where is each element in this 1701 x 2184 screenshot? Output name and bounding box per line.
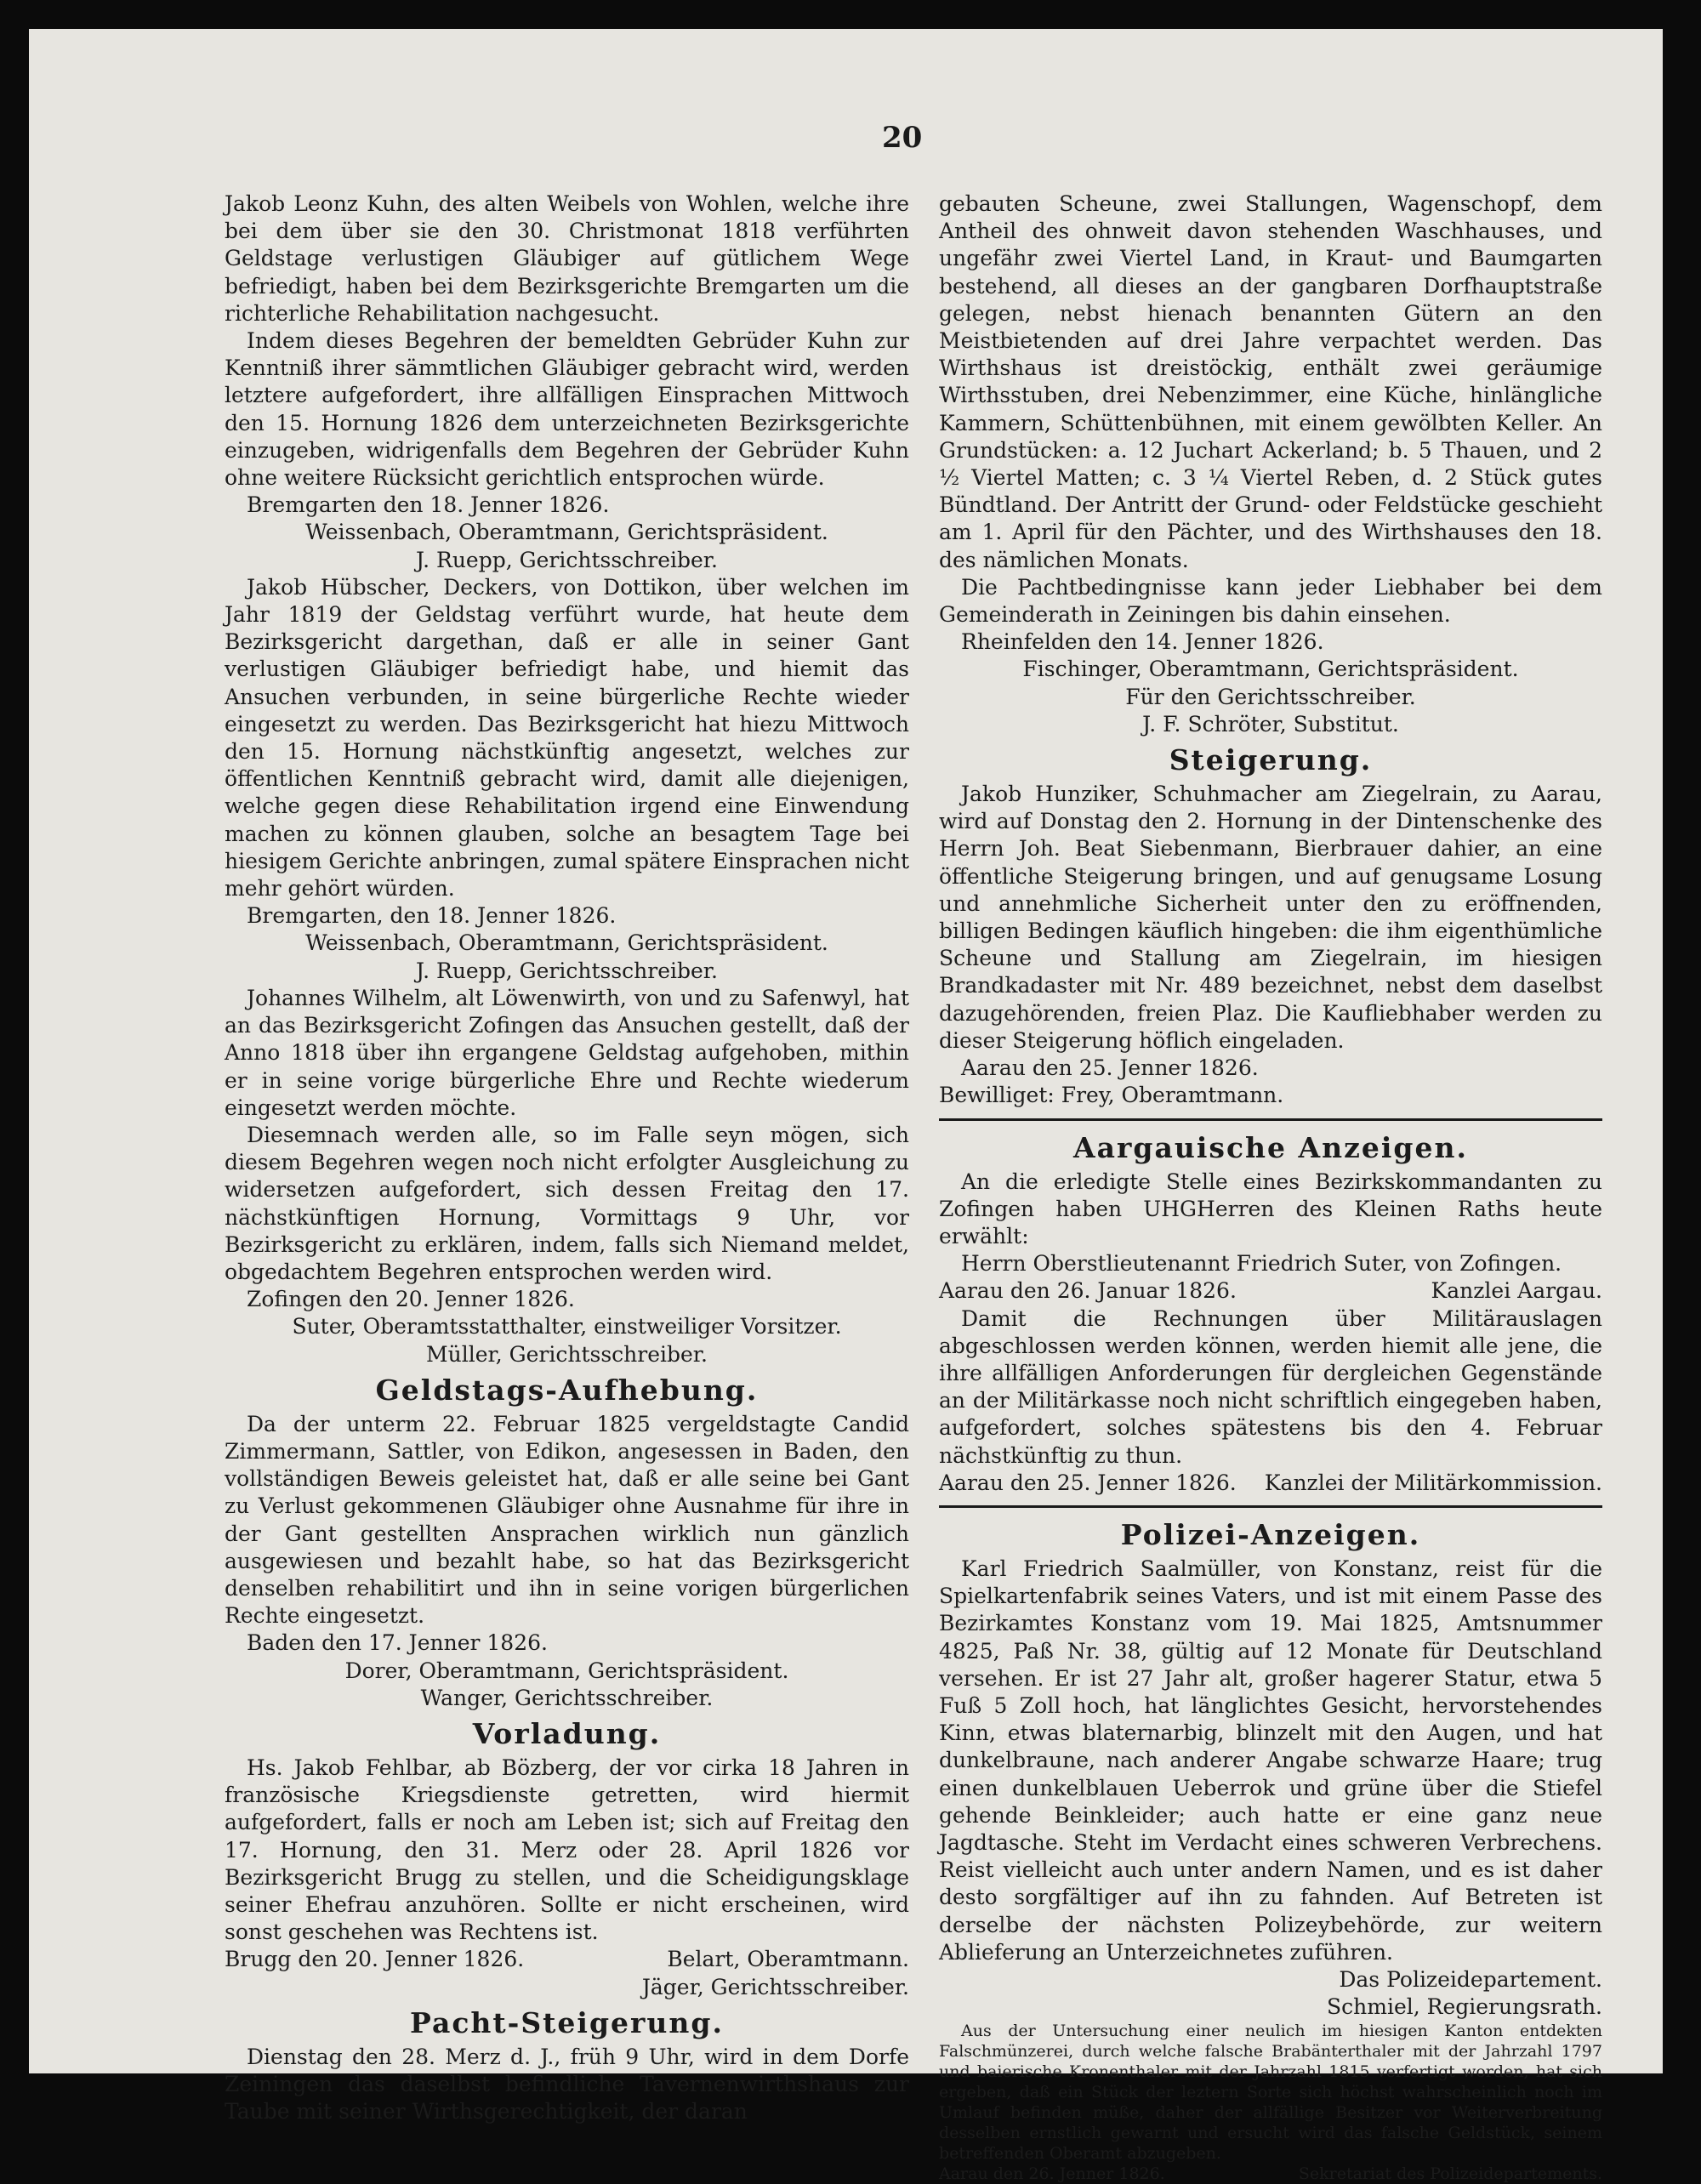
signature-president: Weissenbach, Oberamtmann, Gerichtspräsident.: [305, 520, 828, 545]
scan-border: [1663, 0, 1701, 2102]
notice-hunziker: Jakob Hunziker, Schuhmacher am Ziegelrain, zu Aarau, wird auf Donstag den 2. Hornung in der Dintenschenke des Herrn Joh. Beat Siebenmann, Bierbrauer dahier, an eine öffentliche Steigerung bringen, und auf genugsame Losung und annehmliche Sicherheit unter den zu eröffnenden, billigen Bedingen käuflich hingeben: die ihm eigenthümliche Scheune und Stallung am Ziegelrain, im hiesigen Brandkadaster mit Nr. 489 bezeichnet, nebst dem daselbst dazugehörenden, freien Plaz. Die Kaufliebhaber werden zu dieser Steigerung höflich eingeladen.: [939, 782, 1602, 1053]
notice-wilhelm-summons: Diesemnach werden alle, so im Falle seyn mögen, sich diesem Begehren wegen noch nicht erfolgter Ausgleichung zu widersetzen aufgefordert, sich dessen Freitag den 17. nächstkünftigen Hornung, Vormittags 9 Uhr, vor Bezirksgericht zu erklären, indem, falls sich Niemand meldet, obgedachtem Begehren entsprochen werden wird.: [225, 1122, 909, 1284]
section-heading-pacht-steigerung: Pacht-Steigerung.: [410, 2005, 724, 2039]
signature-regierungsrath: Schmiel, Regierungsrath.: [1327, 1994, 1602, 2020]
date-signature-row: [225, 1946, 909, 1973]
notice-saalmueller: Karl Friedrich Saalmüller, von Konstanz, reist für die Spielkartenfabrik seines Vaters, und ist mit einem Passe des Bezirkamtes Konstanz vom 19. Mai 1825, Amtsnummer 4825, Paß Nr. 38, gültig auf 12 Monate für Deutschland versehen. Er ist 27 Jahr alt, großer hagerer Statur, etwa 5 Fuß 5 Zoll hoch, hat länglichtes Gesicht, hervorstehendes Kinn, etwas blaternarbig, blinzelt mit den Augen, und hat dunkelbraune, nach anderer Angabe schwarze Haare; trug einen dunkelblauen Ueberrok und grüne über die Stiefel gehende Beinkleider; auch hatte er eine ganz neue Jagdtasche. Steht im Verdacht eines schweren Verbrechens. Reist vielleicht auch unter andern Namen, und es ist daher desto sorgfältiger auf ihn zu fahnden. Auf Betreten ist derselbe der nächsten Polizeybehörde, zur weitern Ablieferung an Unterzeichnetes zuführen.: [939, 1556, 1602, 1965]
notice-conditions: Die Pachtbedingnisse kann jeder Liebhaber bei dem Gemeinderath in Zeiningen bis dahin einsehen.: [939, 574, 1602, 628]
signature-kanzlei: Kanzlei der Militärkommission.: [1264, 1470, 1602, 1495]
section-heading-vorladung: Vorladung.: [472, 1716, 662, 1750]
section-divider: [939, 1118, 1602, 1121]
signature-kanzlei: Kanzlei Aargau.: [1431, 1278, 1602, 1304]
notice-date: Aarau den 26. Jenner 1826.: [939, 2164, 1165, 2184]
notice-militaer: Damit die Rechnungen über Militärauslagen abgeschlossen werden können, werden hiemit alle jene, die ihre allfälligen Anforderungen für dergleichen Gegenstände an der Militärkasse noch nicht schriftlich eingegeben haben, aufgefordert, solches spätestens bis den 4. Februar nächstkünftig zu thun.: [939, 1305, 1602, 1468]
notice-zimmermann: Da der unterm 22. Februar 1825 vergeldstagte Candid Zimmermann, Sattler, von Edikon, angesessen in Baden, den vollständigen Beweis geleistet hat, daß er alle seine bei Gant zu Verlust gekommenen Gläubiger ohne Ausnahme für ihre in der Gant gestellten Ansprachen wirklich nun gänzlich ausgewiesen und bezahlt habe, so hat das Bezirksgericht denselben rehabilitirt und ihn in seine vorigen bürgerlichen Rechte eingesetzt.: [225, 1411, 909, 1629]
notice-date: Bremgarten den 18. Jenner 1826.: [247, 492, 610, 518]
signature-chair: Suter, Oberamtsstatthalter, einstweiliger Vorsitzer.: [292, 1314, 842, 1339]
date-signature-row: [939, 1470, 1602, 1497]
signature-sekretariat: Sekretariat des Polizeidepartements.: [1298, 2164, 1602, 2184]
signature-clerk: Wanger, Gerichtsschreiber.: [420, 1685, 714, 1710]
signature-president: Fischinger, Oberamtmann, Gerichtspräsident.: [1022, 657, 1519, 682]
notice-date: Aarau den 25. Jenner 1826.: [961, 1055, 1259, 1081]
notice-date: Baden den 17. Jenner 1826.: [247, 1630, 548, 1656]
section-divider: [939, 1505, 1602, 1508]
notice-date: Rheinfelden den 14. Jenner 1826.: [961, 629, 1324, 655]
notice-zeiningen-continued: gebauten Scheune, zwei Stallungen, Wagenschopf, dem Antheil des ohnweit davon stehenden Waschhauses, und ungefähr zwei Viertel Land, in Kraut- und Baumgarten bestehend, all dieses an der gangbaren Dorfhauptstraße gelegen, nebst hienach benannten Gütern an den Meistbietenden auf drei Jahre verpachtet werden. Das Wirthshaus ist dreistöckig, enthält zwei geräumige Wirthsstuben, drei Nebenzimmer, eine Küche, hinlängliche Kammern, Schüttenbühnen, mit einem gewölbten Keller. An Grundstücken: a. 12 Juchart Ackerland; b. 5 Thauen, und 2 ½ Viertel Matten; c. 3 ¼ Viertel Reben, d. 2 Stück gutes Bündtland. Der Antritt der Grund- oder Feldstücke geschieht am 1. April für den Pächter, und des Wirthshauses den 18. des nämlichen Monats.: [939, 191, 1602, 572]
notice-kuhn: Jakob Leonz Kuhn, des alten Weibels von Wohlen, welche ihre bei dem über sie den 30. Christmonat 1818 verführten Geldstage verlustigen Gläubiger auf gütlichem Wege befriedigt, haben bei dem Bezirksgerichte Bremgarten um die richterliche Rehabilitation nachgesucht.: [225, 191, 909, 326]
notice-date: Zofingen den 20. Jenner 1826.: [247, 1287, 575, 1312]
newspaper-page: [29, 29, 1670, 2184]
signature-clerk: J. Ruepp, Gerichtsschreiber.: [416, 958, 718, 983]
notice-kuhn-summons: Indem dieses Begehren der bemeldten Gebrüder Kuhn zur Kenntniß ihrer sämmtlichen Gläubiger gebracht wird, werden letztere aufgefordert, ihre allfälligen Einsprachen Mittwoch den 15. Hornung 1826 dem unterzeichneten Bezirksgerichte einzugeben, widrigenfalls dem Begehren der Gebrüder Kuhn ohne weitere Rücksicht gerichtlich entsprochen würde.: [225, 328, 909, 491]
section-heading-aargauische-anzeigen: Aargauische Anzeigen.: [1073, 1130, 1468, 1164]
notice-fehlbar: Hs. Jakob Fehlbar, ab Bözberg, der vor cirka 18 Jahren in französische Kriegsdienste getretten, wird hiermit aufgefordert, falls er noch am Leben ist; sich auf Freitag den 17. Hornung, den 31. Merz oder 28. April 1826 vor Bezirksgericht Brugg zu stellen, und die Scheidigungsklage seiner Ehefrau anzuhören. Sollte er nicht erscheinen, wird sonst geschehen was Rechtens ist.: [225, 1755, 909, 1945]
signature-department: Das Polizeidepartement.: [1339, 1966, 1602, 1992]
signature-clerk: Jäger, Gerichtsschreiber.: [641, 1974, 909, 1999]
signature-oberamtmann: Belart, Oberamtmann.: [667, 1947, 909, 1972]
page-number: 20: [882, 121, 923, 155]
section-heading-polizei-anzeigen: Polizei-Anzeigen.: [1120, 1517, 1421, 1551]
signature-clerk: Müller, Gerichtsschreiber.: [426, 1341, 708, 1367]
notice-date: Brugg den 20. Jenner 1826.: [225, 1947, 525, 1972]
right-column: [939, 191, 1602, 2184]
signature-approval: Bewilliget: Frey, Oberamtmann.: [939, 1083, 1284, 1108]
section-heading-steigerung: Steigerung.: [1169, 743, 1373, 777]
date-signature-row: [939, 1277, 1602, 1305]
section-heading-geldstags-aufhebung: Geldstags-Aufhebung.: [375, 1373, 759, 1407]
notice-date: Aarau den 25. Jenner 1826.: [939, 1470, 1237, 1495]
notice-wilhelm: Johannes Wilhelm, alt Löwenwirth, von und zu Safenwyl, hat an das Bezirksgericht Zofingen das Ansuchen gestellt, daß der Anno 1818 über ihn ergangene Geldstag aufgehoben, mithin er in seine vorige bürgerliche Ehre und Rechte wiederum eingesetzt werden möchte.: [225, 985, 909, 1120]
notice-falschmuenzerei: Aus der Untersuchung einer neulich im hiesigen Kanton entdekten Falschmünzerei, durch welche falsche Brabänterthaler mit der Jahrzahl 1797 und baierische Kronenthaler mit der Jahrzahl 1815 verfertigt worden, hat sich ergeben, daß ein Stück der leztern Sorte sich höchst wahrscheinlich noch im Umlauf befinden müße, daher der allfällige Besitzer vor Weiterverbreitung desselben ernstlich gewarnt und ersucht wird das falsche Geldstück, seinem betreffenden Oberamt abzugeben.: [939, 2022, 1602, 2164]
notice-kommandant: An die erledigte Stelle eines Bezirkskommandanten zu Zofingen haben UHGHerren des Kleinen Raths heute erwählt:: [939, 1169, 1602, 1248]
signature-substitute: J. F. Schröter, Substitut.: [1142, 711, 1399, 737]
signature-president: Dorer, Oberamtmann, Gerichtspräsident.: [344, 1658, 789, 1683]
notice-kommandant-name: Herrn Oberstlieutenannt Friedrich Suter, von Zofingen.: [961, 1251, 1562, 1277]
left-column: [225, 191, 909, 2125]
signature-president: Weissenbach, Oberamtmann, Gerichtspräsident.: [305, 930, 828, 956]
signature-clerk: J. Ruepp, Gerichtsschreiber.: [416, 547, 718, 572]
notice-date: Bremgarten, den 18. Jenner 1826.: [247, 903, 617, 929]
date-signature-row: [939, 2164, 1602, 2184]
notice-zeiningen: Dienstag den 28. Merz d. J., früh 9 Uhr, wird in dem Dorfe Zeiningen das daselbst befindliche Tavernenwirthshaus zur Taube mit seiner Wirthsgerechtigkeit, der daran: [225, 2044, 909, 2124]
notice-huebscher: Jakob Hübscher, Deckers, von Dottikon, über welchen im Jahr 1819 der Geldstag verführt wurde, hat heute dem Bezirksgericht dargethan, daß er alle in seiner Gant verlustigen Gläubiger befriedigt habe, und hiemit das Ansuchen verbunden, in seine bürgerliche Rechte wieder eingesetzt zu werden. Das Bezirksgericht hat hiezu Mittwoch den 15. Hornung nächstkünftig angesetzt, welches zur öffentlichen Kenntniß gebracht wird, damit alle diejenigen, welche gegen diese Rehabilitation irgend eine Einwendung machen zu können glauben, solche an besagtem Tage bei hiesigem Gerichte anbringen, zumal spätere Einsprachen nicht mehr gehört würden.: [225, 574, 909, 901]
signature-clerk-for: Für den Gerichtsschreiber.: [1125, 684, 1416, 709]
notice-date: Aarau den 26. Januar 1826.: [939, 1278, 1237, 1304]
